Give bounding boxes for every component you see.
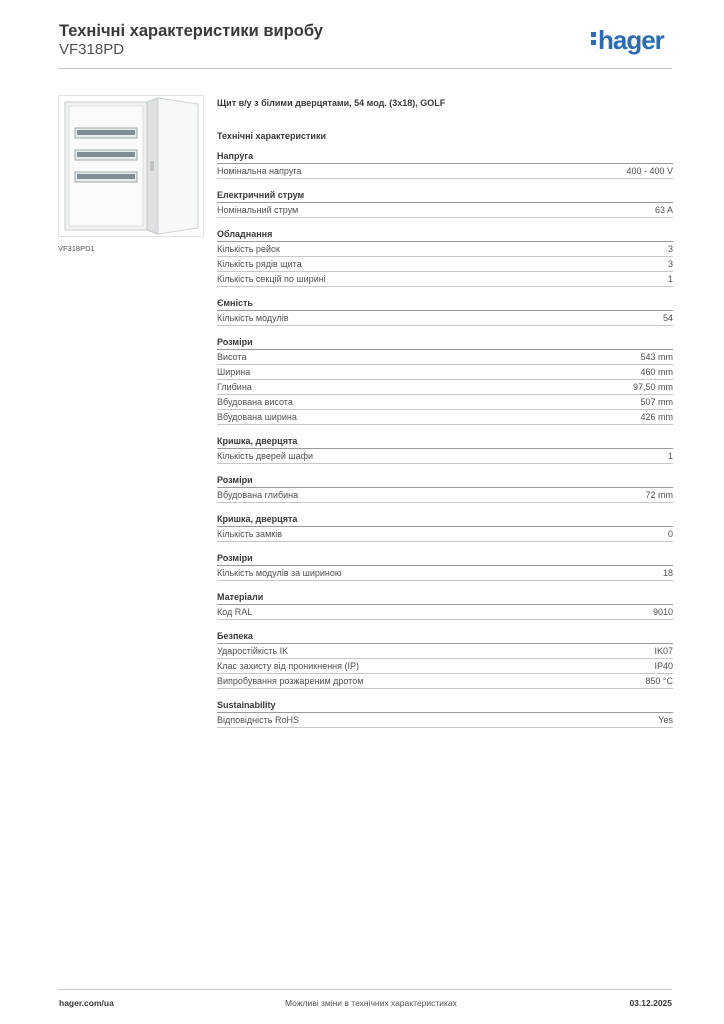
- header-divider: [58, 68, 672, 69]
- spec-row: [217, 410, 673, 425]
- product-code: VF318PD: [59, 41, 125, 58]
- spec-group: [217, 296, 673, 326]
- spec-value: 97,50 mm: [632, 382, 673, 392]
- spec-label: Кількість дверей шафи: [217, 451, 314, 461]
- spec-row: [217, 713, 673, 728]
- product-image: [58, 95, 204, 237]
- spec-value: IP40: [654, 661, 673, 671]
- spec-group: [217, 512, 673, 542]
- spec-group-title: Sustainability: [217, 698, 673, 713]
- logo-text: hager: [598, 25, 664, 55]
- spec-label: Код RAL: [217, 607, 253, 617]
- spec-value: 18: [662, 568, 673, 578]
- spec-group-title: Розміри: [217, 335, 673, 350]
- spec-value: 400 - 400 V: [626, 166, 673, 176]
- spec-row: [217, 566, 673, 581]
- spec-group-title: Кришка, дверцята: [217, 434, 673, 449]
- spec-value: 1: [667, 451, 673, 461]
- spec-group: [217, 335, 673, 425]
- spec-value: Yes: [658, 715, 673, 725]
- footer-disclaimer: Можливі зміни в технічних характеристиках: [285, 998, 457, 1008]
- spec-label: Висота: [217, 352, 247, 362]
- spec-value: 0: [667, 529, 673, 539]
- spec-label: Глибина: [217, 382, 252, 392]
- spec-group: [217, 698, 673, 728]
- spec-value: 543 mm: [640, 352, 673, 362]
- spec-row: [217, 449, 673, 464]
- spec-group: [217, 590, 673, 620]
- spec-group-title: Розміри: [217, 473, 673, 488]
- spec-row: [217, 257, 673, 272]
- spec-row: [217, 272, 673, 287]
- spec-label: Клас захисту від проникнення (IP): [217, 661, 360, 671]
- spec-row: [217, 242, 673, 257]
- spec-row: [217, 395, 673, 410]
- spec-value: 54: [662, 313, 673, 323]
- spec-value: 3: [667, 244, 673, 254]
- product-title: Щит в/у з білими дверцятами, 54 мод. (3x18), GOLF: [217, 98, 446, 108]
- spec-label: Випробування розжареним дротом: [217, 676, 364, 686]
- spec-row: [217, 365, 673, 380]
- spec-row: [217, 659, 673, 674]
- spec-label: Кількість рядів щита: [217, 259, 302, 269]
- spec-label: Кількість рейок: [217, 244, 280, 254]
- spec-label: Кількість модулів: [217, 313, 289, 323]
- spec-group-title: Ємність: [217, 296, 673, 311]
- footer-date: 03.12.2025: [629, 998, 672, 1008]
- spec-group: [217, 473, 673, 503]
- spec-label: Відповідність RoHS: [217, 715, 299, 725]
- spec-label: Ударостійкість IK: [217, 646, 289, 656]
- spec-group-title: Матеріали: [217, 590, 673, 605]
- footer-website-link[interactable]: hager.com/ua: [59, 998, 114, 1008]
- page-title: Технічні характеристики виробу: [59, 22, 323, 40]
- spec-group-title: Електричний струм: [217, 188, 673, 203]
- spec-groups: [217, 149, 673, 728]
- spec-label: Ширина: [217, 367, 251, 377]
- spec-row: [217, 488, 673, 503]
- image-caption: VF318PD1: [58, 244, 95, 253]
- tech-specs-title: Технічні характеристики: [217, 131, 326, 141]
- spec-group: [217, 551, 673, 581]
- spec-group-title: Кришка, дверцята: [217, 512, 673, 527]
- spec-group-title: Обладнання: [217, 227, 673, 242]
- logo-dots-icon: [591, 27, 596, 45]
- spec-label: Кількість замків: [217, 529, 282, 539]
- spec-group: [217, 629, 673, 689]
- spec-row: [217, 350, 673, 365]
- spec-value: 460 mm: [640, 367, 673, 377]
- spec-group: [217, 227, 673, 287]
- spec-value: 72 mm: [645, 490, 673, 500]
- spec-row: [217, 311, 673, 326]
- hager-logo[interactable]: [591, 27, 664, 53]
- spec-row: [217, 203, 673, 218]
- spec-label: Номінальна напруга: [217, 166, 302, 176]
- spec-value: 426 mm: [640, 412, 673, 422]
- spec-label: Номінальний струм: [217, 205, 299, 215]
- spec-row: [217, 380, 673, 395]
- spec-group: [217, 149, 673, 179]
- spec-value: 1: [667, 274, 673, 284]
- spec-label: Кількість модулів за шириною: [217, 568, 342, 578]
- spec-row: [217, 164, 673, 179]
- spec-value: 850 °C: [645, 676, 673, 686]
- spec-section: [217, 96, 673, 728]
- spec-label: Вбудована глибина: [217, 490, 299, 500]
- spec-row: [217, 674, 673, 689]
- spec-group-title: Напруга: [217, 149, 673, 164]
- footer-divider: [58, 989, 672, 990]
- spec-label: Вбудована ширина: [217, 412, 297, 422]
- spec-value: 63 A: [654, 205, 673, 215]
- spec-value: 3: [667, 259, 673, 269]
- spec-value: IK07: [654, 646, 673, 656]
- spec-row: [217, 644, 673, 659]
- spec-group-title: Розміри: [217, 551, 673, 566]
- spec-row: [217, 527, 673, 542]
- spec-value: 507 mm: [640, 397, 673, 407]
- spec-group: [217, 434, 673, 464]
- spec-group: [217, 188, 673, 218]
- spec-label: Вбудована висота: [217, 397, 293, 407]
- spec-value: 9010: [652, 607, 673, 617]
- spec-label: Кількість секцій по ширині: [217, 274, 326, 284]
- spec-group-title: Безпека: [217, 629, 673, 644]
- spec-row: [217, 605, 673, 620]
